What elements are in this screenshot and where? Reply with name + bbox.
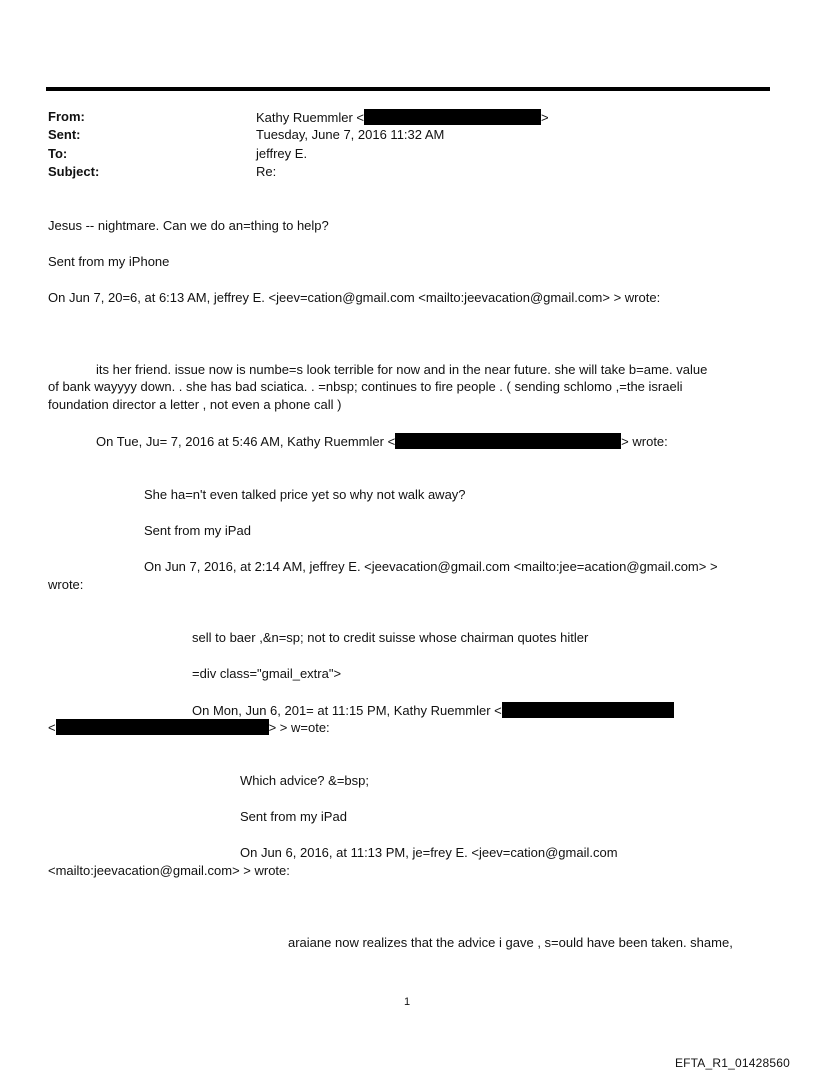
redaction-bar <box>395 433 621 449</box>
from-tail: > <box>541 110 549 125</box>
quote-header-text: On Mon, Jun 6, 201= at 11:15 PM, Kathy Ruemmler < <box>192 703 502 718</box>
quote-header <box>96 433 668 449</box>
body-line: Which advice? &=bsp; <box>240 773 369 788</box>
redaction-bar <box>502 702 674 718</box>
body-line: She ha=n't even talked price yet so why not walk away? <box>144 487 466 502</box>
body-line: its her friend. issue now is numbe=s look terrible for now and in the near future. she will take b=ame. value <box>96 362 708 377</box>
subject-value: Re: <box>256 164 277 179</box>
signature-line: Sent from my iPad <box>240 809 347 824</box>
quote-header-tail: > wrote: <box>621 434 668 449</box>
signature-line: Sent from my iPad <box>144 523 251 538</box>
redaction-bar <box>56 719 269 735</box>
redaction-bar <box>364 109 541 125</box>
subject-label: Subject: <box>48 164 100 179</box>
sent-value: Tuesday, June 7, 2016 11:32 AM <box>256 127 445 142</box>
body-line: of bank wayyyy down. . she has bad sciatica. . =nbsp; continues to fire people . ( sending schlomo ,=the israeli <box>48 379 683 394</box>
quote-header: On Jun 6, 2016, at 11:13 PM, je=frey E. <jeev=cation@gmail.com <box>240 845 618 860</box>
bracket-open: < <box>48 720 56 735</box>
quote-header-cont: <mailto:jeevacation@gmail.com> > wrote: <box>48 863 290 878</box>
body-line: =div class="gmail_extra"> <box>192 666 342 681</box>
quote-header-text: On Tue, Ju= 7, 2016 at 5:46 AM, Kathy Ruemmler < <box>96 434 396 449</box>
from-label: From: <box>48 109 85 124</box>
document-id: EFTA_R1_01428560 <box>674 1056 790 1070</box>
body-line: sell to baer ,&n=sp; not to credit suisse whose chairman quotes hitler <box>192 630 589 645</box>
body-line: araiane now realizes that the advice i gave , s=ould have been taken. shame, <box>288 935 733 950</box>
body-line: foundation director a letter , not even a phone call ) <box>48 397 342 412</box>
page-number: 1 <box>404 996 411 1008</box>
body-line: Jesus -- nightmare. Can we do an=thing to help? <box>48 218 329 233</box>
quote-header-cont: wrote: <box>48 577 84 592</box>
header-rule <box>46 87 770 91</box>
quote-header: On Jun 7, 20=6, at 6:13 AM, jeffrey E. <jeev=cation@gmail.com <mailto:jeevacation@gmail.com> > wrote: <box>48 290 661 305</box>
quote-header: On Jun 7, 2016, at 2:14 AM, jeffrey E. <jeevacation@gmail.com <mailto:jee=acation@gmail.com> > <box>144 559 718 574</box>
from-name: Kathy Ruemmler < <box>256 110 365 125</box>
signature-line: Sent from my iPhone <box>48 254 170 269</box>
quote-header-tail: > > w=ote: <box>268 720 330 735</box>
from-value <box>256 109 549 125</box>
to-label: To: <box>48 146 68 161</box>
quote-header-cont <box>48 719 330 735</box>
to-value: jeffrey E. <box>256 146 308 161</box>
sent-label: Sent: <box>48 127 81 142</box>
quote-header <box>192 702 674 718</box>
